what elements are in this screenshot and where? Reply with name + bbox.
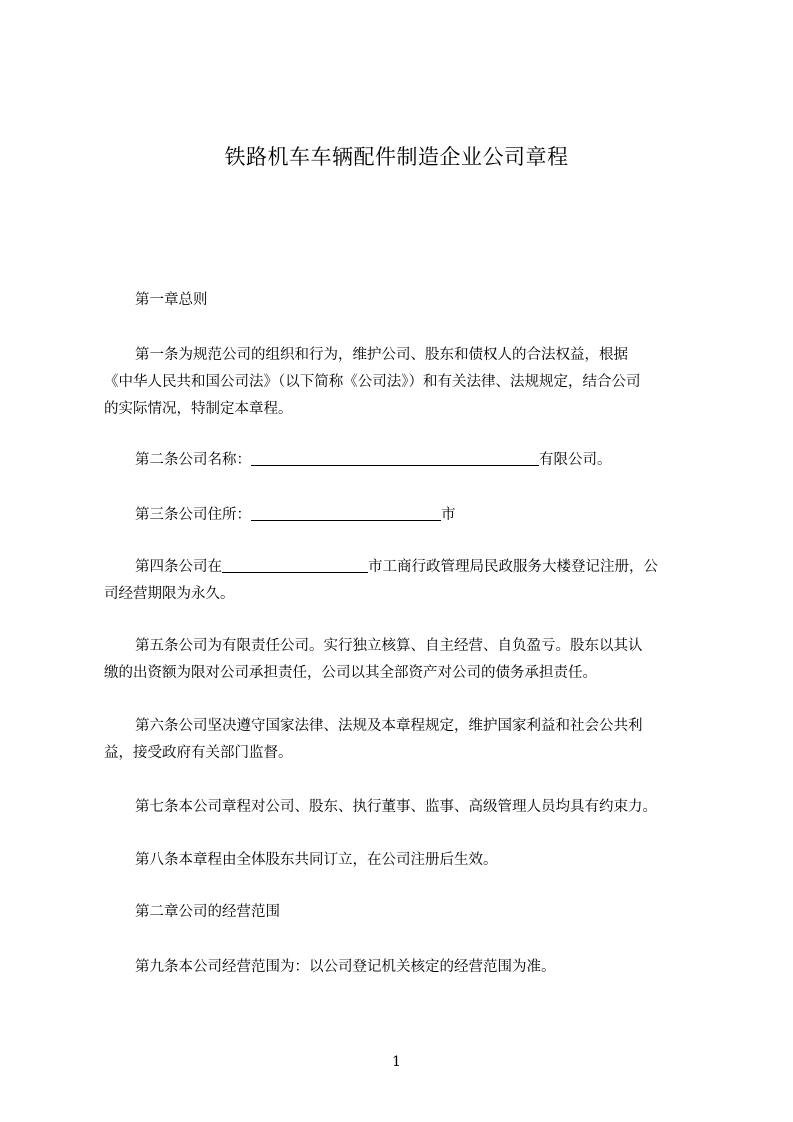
article-5-line-1: 第五条公司为有限责任公司。实行独立核算、自主经营、自负盈亏。股东以其认 xyxy=(135,638,643,654)
article-4 xyxy=(104,554,704,608)
article-4-prefix: 第四条公司在 xyxy=(135,559,222,575)
article-6-line-1: 第六条公司坚决遵守国家法律、法规及本章程规定，维护国家利益和社会公共利 xyxy=(135,718,643,734)
company-address-blank xyxy=(251,506,441,521)
article-1-line-1: 第一条为规范公司的组织和行为，维护公司、股东和债权人的合法权益，根据 xyxy=(135,347,628,363)
article-2-prefix: 第二条公司名称： xyxy=(135,452,251,468)
article-8: 第八条本章程由全体股东共同订立，在公司注册后生效。 xyxy=(135,852,498,868)
page-number: 1 xyxy=(392,1054,401,1070)
company-name-blank xyxy=(251,451,539,466)
article-1-line-2: 《中华人民共和国公司法》（以下简称《公司法》）和有关法律、法规规定，结合公司 xyxy=(104,374,641,390)
document-title: 铁路机车车辆配件制造企业公司章程 xyxy=(224,145,569,169)
chapter-2-heading: 第二章公司的经营范围 xyxy=(135,904,280,920)
article-5 xyxy=(104,633,704,687)
chapter-1-heading: 第一章总则 xyxy=(135,292,208,308)
article-6 xyxy=(104,713,704,767)
article-4-line-1 xyxy=(104,554,704,581)
article-4-suffix: 市工商行政管理局民政服务大楼登记注册，公 xyxy=(368,559,658,575)
article-3-suffix: 市 xyxy=(441,507,456,523)
article-1 xyxy=(104,342,704,423)
article-2 xyxy=(104,447,704,474)
article-3 xyxy=(104,502,704,529)
article-5-line-2: 缴的出资额为限对公司承担责任，公司以其全部资产对公司的债务承担责任。 xyxy=(104,665,597,681)
article-1-line-3: 的实际情况，特制定本章程。 xyxy=(104,401,293,417)
registration-city-blank xyxy=(222,558,368,573)
article-9: 第九条本公司经营范围为：以公司登记机关核定的经营范围为准。 xyxy=(135,959,556,975)
article-2-suffix: 有限公司。 xyxy=(539,452,612,468)
article-3-prefix: 第三条公司住所： xyxy=(135,507,251,523)
article-6-line-2: 益，接受政府有关部门监督。 xyxy=(104,745,293,761)
article-7: 第七条本公司章程对公司、股东、执行董事、监事、高级管理人员均具有约束力。 xyxy=(135,799,657,815)
article-4-line-2: 司经营期限为永久。 xyxy=(104,586,235,602)
